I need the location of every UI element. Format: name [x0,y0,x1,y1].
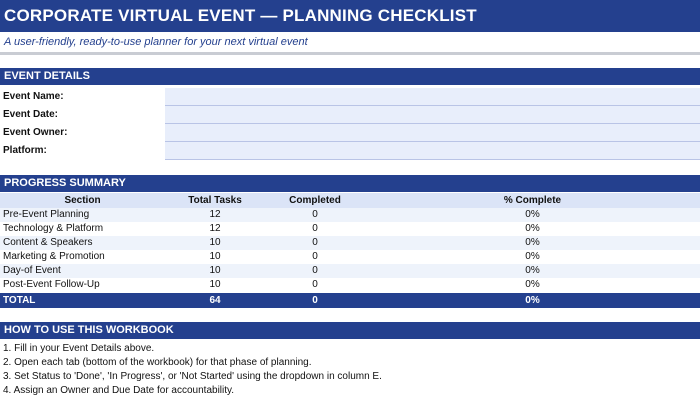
table-row [0,222,700,236]
row-section-cell[interactable]: Technology & Platform [3,223,104,234]
event-name-field[interactable] [165,88,700,106]
total-tasks-cell[interactable]: 64 [209,295,221,306]
row-completed-cell[interactable]: 0 [312,209,318,220]
event-owner-label: Event Owner: [0,124,165,142]
row-completed-cell[interactable]: 0 [312,251,318,262]
row-completed-cell[interactable]: 0 [312,279,318,290]
row-total-cell[interactable]: 10 [209,279,221,290]
page-title: CORPORATE VIRTUAL EVENT — PLANNING CHECKLIST [0,0,700,32]
instruction-step: 1. Fill in your Event Details above. [3,343,155,354]
total-completed-cell[interactable]: 0 [312,295,318,306]
row-completed-cell[interactable]: 0 [312,223,318,234]
row-pct-cell[interactable]: 0% [525,265,540,276]
total-pct-cell[interactable]: 0% [525,295,540,306]
platform-label: Platform: [0,142,165,160]
row-pct-cell[interactable]: 0% [525,279,540,290]
event-date-field[interactable] [165,106,700,124]
col-completed-header[interactable]: Completed [289,195,341,206]
row-total-cell[interactable]: 10 [209,265,221,276]
row-section-cell[interactable]: Marketing & Promotion [3,251,105,262]
total-row [0,293,700,308]
row-section-cell[interactable]: Post-Event Follow-Up [3,279,100,290]
instruction-step: 3. Set Status to 'Done', 'In Progress', or 'Not Started' using the dropdown in column E. [3,371,382,382]
event-details-heading: EVENT DETAILS [0,68,700,85]
event-owner-field[interactable] [165,124,700,142]
row-section-cell[interactable]: Pre-Event Planning [3,209,90,220]
row-completed-cell[interactable]: 0 [312,265,318,276]
platform-field[interactable] [165,142,700,160]
table-row [0,278,700,292]
event-name-label: Event Name: [0,88,165,106]
divider [0,52,700,55]
table-row [0,264,700,278]
row-pct-cell[interactable]: 0% [525,223,540,234]
instruction-step: 4. Assign an Owner and Due Date for accountability. [3,385,235,396]
event-date-label: Event Date: [0,106,165,124]
row-completed-cell[interactable]: 0 [312,237,318,248]
col-pct-header[interactable]: % Complete [503,195,562,206]
row-section-cell[interactable]: Content & Speakers [3,237,93,248]
row-pct-cell[interactable]: 0% [525,209,540,220]
event-name-row [0,88,700,106]
col-total-header[interactable]: Total Tasks [188,195,242,206]
table-row [0,208,700,222]
table-row [0,236,700,250]
row-total-cell[interactable]: 12 [209,209,221,220]
row-total-cell[interactable]: 10 [209,237,221,248]
instruction-step: 2. Open each tab (bottom of the workbook) for that phase of planning. [3,357,312,368]
event-date-row [0,106,700,124]
table-header-row [0,193,700,208]
row-pct-cell[interactable]: 0% [525,237,540,248]
event-owner-row [0,124,700,142]
col-section-header[interactable]: Section [64,195,101,206]
table-row [0,250,700,264]
how-to-use-heading: HOW TO USE THIS WORKBOOK [0,322,700,339]
progress-summary-heading: PROGRESS SUMMARY [0,175,700,192]
row-pct-cell[interactable]: 0% [525,251,540,262]
platform-row [0,142,700,160]
row-section-cell[interactable]: Day-of Event [3,265,61,276]
page-subtitle: A user-friendly, ready-to-use planner for your next virtual event [4,36,308,48]
row-total-cell[interactable]: 10 [209,251,221,262]
total-label-cell[interactable]: TOTAL [3,295,36,306]
row-total-cell[interactable]: 12 [209,223,221,234]
